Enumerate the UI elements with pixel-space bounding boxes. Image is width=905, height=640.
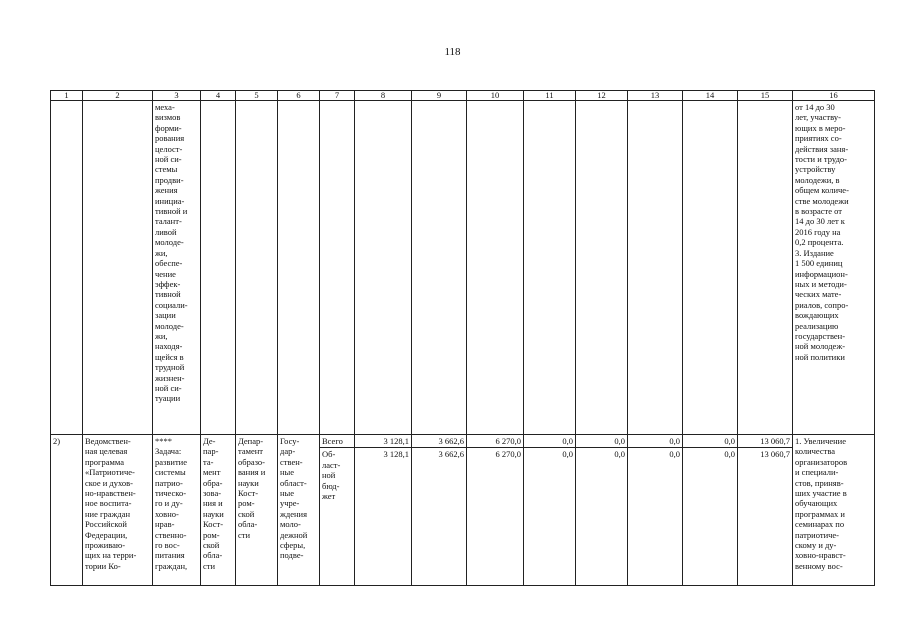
cell-text-line: ховно- xyxy=(155,508,179,519)
cell-text-line: тивной xyxy=(155,289,181,300)
column-header: 13 xyxy=(628,91,683,101)
cell-text-line: ния и xyxy=(203,498,223,509)
cell-text-line: приятиях со- xyxy=(795,133,842,144)
cell-text-line: бюд- xyxy=(322,480,340,491)
table-cell xyxy=(236,101,278,435)
funding-value-cell: 6 270,0 xyxy=(467,448,524,586)
cell-text-line: проживаю- xyxy=(85,540,126,551)
cell-text-line: продви- xyxy=(155,174,184,185)
cell-text-line: туации xyxy=(155,393,181,404)
funding-value-cell: 0,0 xyxy=(628,448,683,586)
table-cell xyxy=(355,101,412,435)
funding-value-cell: 3 662,6 xyxy=(412,448,467,586)
cell-text-line: учре- xyxy=(280,498,300,509)
table-cell xyxy=(278,101,320,435)
column-header: 15 xyxy=(738,91,793,101)
cell-text-line: патрио- xyxy=(155,477,183,488)
program-results-cell xyxy=(793,435,875,586)
cell-text-line: моло- xyxy=(280,519,301,530)
cell-text-line: ной молодеж- xyxy=(795,341,846,352)
cell-text-line: талант- xyxy=(155,216,182,227)
table-row-program xyxy=(51,435,875,448)
cell-text-line: обра- xyxy=(203,477,223,488)
table-cell xyxy=(683,101,738,435)
table-cell xyxy=(467,101,524,435)
table-cell xyxy=(51,101,83,435)
cell-text-line: визмов xyxy=(155,112,181,123)
funding-value-cell: 0,0 xyxy=(524,435,576,448)
cell-text-line: Де- xyxy=(203,436,216,446)
cell-text-line: сти xyxy=(238,529,251,540)
cell-text-line: информацион- xyxy=(795,268,848,279)
table-cell xyxy=(412,101,467,435)
cell-text-line: го и ду- xyxy=(155,498,183,509)
funding-value-cell: 3 128,1 xyxy=(355,435,412,448)
cell-text-line: 0,2 процента. xyxy=(795,237,844,248)
column-header: 4 xyxy=(201,91,236,101)
column-header: 8 xyxy=(355,91,412,101)
cell-text-line: семинарах по xyxy=(795,519,845,530)
cell-text-line: трудной xyxy=(155,362,185,373)
cell-text-line: го вос- xyxy=(155,540,180,551)
cell-text-line: ствен- xyxy=(280,456,303,467)
cell-text-line: риалов, сопро- xyxy=(795,299,849,310)
row-number-cell: 2) xyxy=(51,435,83,586)
cell-text-line: ской xyxy=(203,540,220,551)
cell-text-line: реализацию xyxy=(795,320,839,331)
cell-text-line: науки xyxy=(203,508,224,519)
funding-value-cell: 3 662,6 xyxy=(412,435,467,448)
cell-text-line: 2016 году на xyxy=(795,226,841,237)
cell-text-line: молоде- xyxy=(155,237,184,248)
cell-text-line: дежной xyxy=(280,529,308,540)
cell-text-line: ние граждан xyxy=(85,508,131,519)
funding-total-cell: 13 060,7 xyxy=(738,435,793,448)
cell-text-line: пар- xyxy=(203,446,219,457)
cell-text-line: венному вос- xyxy=(795,560,843,571)
cell-text-line: устройству xyxy=(795,164,836,175)
cell-text-line: жет xyxy=(322,491,336,502)
cell-text-line: образо- xyxy=(238,456,265,467)
cell-text-line: ное воспита- xyxy=(85,498,132,509)
column-number-row xyxy=(51,91,875,101)
cell-text-line: и специали- xyxy=(795,467,839,478)
cell-text-line: жизнен- xyxy=(155,372,185,383)
program-customer-cell xyxy=(236,435,278,586)
cell-text-line: тическо- xyxy=(155,488,187,499)
funding-value-cell: 0,0 xyxy=(524,448,576,586)
cell-text-line: зова- xyxy=(203,488,222,499)
cell-text-line: в возрасте от xyxy=(795,206,842,217)
cell-text-line: ных и методи- xyxy=(795,278,847,289)
cell-text-line: сти xyxy=(203,560,216,571)
program-name-cell xyxy=(83,435,153,586)
cell-text-line: обла- xyxy=(238,519,258,530)
table-cell xyxy=(83,101,153,435)
program-executor-cell xyxy=(201,435,236,586)
cell-text-line: 14 до 30 лет к xyxy=(795,216,845,227)
cell-text-line: стве молодежи xyxy=(795,195,849,206)
cell-text-line: мент xyxy=(203,467,221,478)
funding-value-cell: 0,0 xyxy=(683,435,738,448)
table-cell xyxy=(320,101,355,435)
cell-text-line: та- xyxy=(203,456,214,467)
column-header: 6 xyxy=(278,91,320,101)
cell-text-line: ром- xyxy=(238,498,255,509)
cell-text-line: граждан, xyxy=(155,560,188,571)
program-table xyxy=(50,90,875,586)
table-cell xyxy=(576,101,628,435)
column-header: 7 xyxy=(320,91,355,101)
cell-text-line: молодежи, в xyxy=(795,174,840,185)
column-header: 2 xyxy=(83,91,153,101)
cell-text-line: 1 500 единиц xyxy=(795,258,843,269)
cell-text-line: инициа- xyxy=(155,195,185,206)
cell-text-line: вождающих xyxy=(795,310,839,321)
cell-text-line: ной си- xyxy=(155,382,182,393)
cell-text-line: сферы, xyxy=(280,540,306,551)
table-cell xyxy=(524,101,576,435)
cell-text-line: тивной и xyxy=(155,206,188,217)
cell-text-line: ром- xyxy=(203,529,220,540)
cell-text-line: общем количе- xyxy=(795,185,849,196)
cell-text-line: Федерации, xyxy=(85,529,128,540)
table-cell xyxy=(628,101,683,435)
cell-text-line: нрав- xyxy=(155,519,175,530)
cell-text-line: ской xyxy=(238,508,255,519)
cell-text-line: лет, участву- xyxy=(795,112,841,123)
cell-text-line: **** xyxy=(155,436,172,446)
cell-text-line: ные xyxy=(280,488,295,499)
funding-value-cell: 0,0 xyxy=(683,448,738,586)
cell-text-line: Депар- xyxy=(238,436,264,446)
cell-text-line: молоде- xyxy=(155,320,184,331)
cell-text-line: Госу- xyxy=(280,436,300,446)
cell-text-line: ная целевая xyxy=(85,446,128,457)
cell-text-line: стов, приняв- xyxy=(795,477,844,488)
table-cell-measures xyxy=(153,101,201,435)
cell-text-line: меха- xyxy=(155,102,175,112)
cell-text-line: ные xyxy=(280,467,295,478)
cell-text-line: системы xyxy=(155,467,186,478)
cell-text-line: щих на терри- xyxy=(85,550,137,561)
cell-text-line: Всего xyxy=(322,436,343,446)
cell-text-line: находя- xyxy=(155,341,183,352)
cell-text-line: организаторов xyxy=(795,456,848,467)
cell-text-line: целост- xyxy=(155,143,183,154)
cell-text-line: Об- xyxy=(322,449,336,460)
cell-text-line: ливой xyxy=(155,226,177,237)
cell-text-line: социали- xyxy=(155,299,188,310)
cell-text-line: жи, xyxy=(155,247,168,258)
cell-text-line: государствен- xyxy=(795,330,846,341)
cell-text-line: науки xyxy=(238,477,259,488)
cell-text-line: программа xyxy=(85,456,125,467)
cell-text-line: вания и xyxy=(238,467,266,478)
column-header: 11 xyxy=(524,91,576,101)
funding-total-cell: 13 060,7 xyxy=(738,448,793,586)
program-participants-cell xyxy=(278,435,320,586)
cell-text-line: стемы xyxy=(155,164,178,175)
cell-text-line: 3. Издание xyxy=(795,247,834,258)
cell-text-line: количества xyxy=(795,446,836,457)
cell-text-line: действия заня- xyxy=(795,143,849,154)
cell-text-line: обеспе- xyxy=(155,258,183,269)
cell-text-line: ховно-нравст- xyxy=(795,550,846,561)
table-cell xyxy=(201,101,236,435)
cell-text-line: област- xyxy=(280,477,307,488)
cell-text-line: жения xyxy=(155,185,178,196)
column-header: 14 xyxy=(683,91,738,101)
cell-text-line: питания xyxy=(155,550,185,561)
funding-value-cell: 0,0 xyxy=(576,435,628,448)
cell-text-line: Задача: xyxy=(155,446,182,457)
table-cell-results xyxy=(793,101,875,435)
cell-text-line: патриотиче- xyxy=(795,529,839,540)
column-header: 1 xyxy=(51,91,83,101)
funding-value-cell: 0,0 xyxy=(628,435,683,448)
cell-text-line: эффек- xyxy=(155,278,181,289)
cell-text-line: обла- xyxy=(203,550,223,561)
cell-text-line: форми- xyxy=(155,122,182,133)
cell-text-line: Российской xyxy=(85,519,127,530)
cell-text-line: дар- xyxy=(280,446,296,457)
cell-text-line: Кост- xyxy=(238,488,259,499)
funding-value-cell: 0,0 xyxy=(576,448,628,586)
cell-text-line: «Патриотиче- xyxy=(85,467,135,478)
funding-value-cell: 3 128,1 xyxy=(355,448,412,586)
cell-text-line: обучающих xyxy=(795,498,838,509)
cell-text-line: ших участие в xyxy=(795,488,847,499)
cell-text-line: чение xyxy=(155,268,176,279)
cell-text-line: подве- xyxy=(280,550,304,561)
table-cell xyxy=(738,101,793,435)
column-header: 5 xyxy=(236,91,278,101)
funding-source-cell xyxy=(320,448,355,586)
cell-text-line: скому и ду- xyxy=(795,540,837,551)
cell-text-line: зации xyxy=(155,310,176,321)
program-task-cell xyxy=(153,435,201,586)
funding-value-cell: 6 270,0 xyxy=(467,435,524,448)
cell-text-line: ческих мате- xyxy=(795,289,842,300)
cell-text-line: тории Ко- xyxy=(85,560,121,571)
cell-text-line: ной си- xyxy=(155,154,182,165)
cell-text-line: ной xyxy=(322,470,336,481)
column-header: 12 xyxy=(576,91,628,101)
cell-text-line: 1. Увеличение xyxy=(795,436,847,446)
page-number: 118 xyxy=(444,46,461,58)
cell-text-line: ной политики xyxy=(795,351,845,362)
cell-text-line: программах и xyxy=(795,508,845,519)
table-row-continuation xyxy=(51,101,875,435)
cell-text-line: ственно- xyxy=(155,529,187,540)
cell-text-line: рования xyxy=(155,133,185,144)
column-header: 9 xyxy=(412,91,467,101)
cell-text-line: ское и духов- xyxy=(85,477,133,488)
cell-text-line: ласт- xyxy=(322,459,341,470)
cell-text-line: ющих в меро- xyxy=(795,122,846,133)
cell-text-line: щейся в xyxy=(155,351,184,362)
cell-text-line: тости и трудо- xyxy=(795,154,847,165)
column-header: 10 xyxy=(467,91,524,101)
cell-text-line: тамент xyxy=(238,446,264,457)
cell-text-line: от 14 до 30 xyxy=(795,102,835,112)
cell-text-line: но-нравствен- xyxy=(85,488,136,499)
column-header: 3 xyxy=(153,91,201,101)
cell-text-line: Ведомствен- xyxy=(85,436,131,446)
cell-text-line: Кост- xyxy=(203,519,224,530)
column-header: 16 xyxy=(793,91,875,101)
funding-source-cell xyxy=(320,435,355,448)
cell-text-line: жи, xyxy=(155,330,168,341)
cell-text-line: ждения xyxy=(280,508,307,519)
cell-text-line: развитие xyxy=(155,456,187,467)
